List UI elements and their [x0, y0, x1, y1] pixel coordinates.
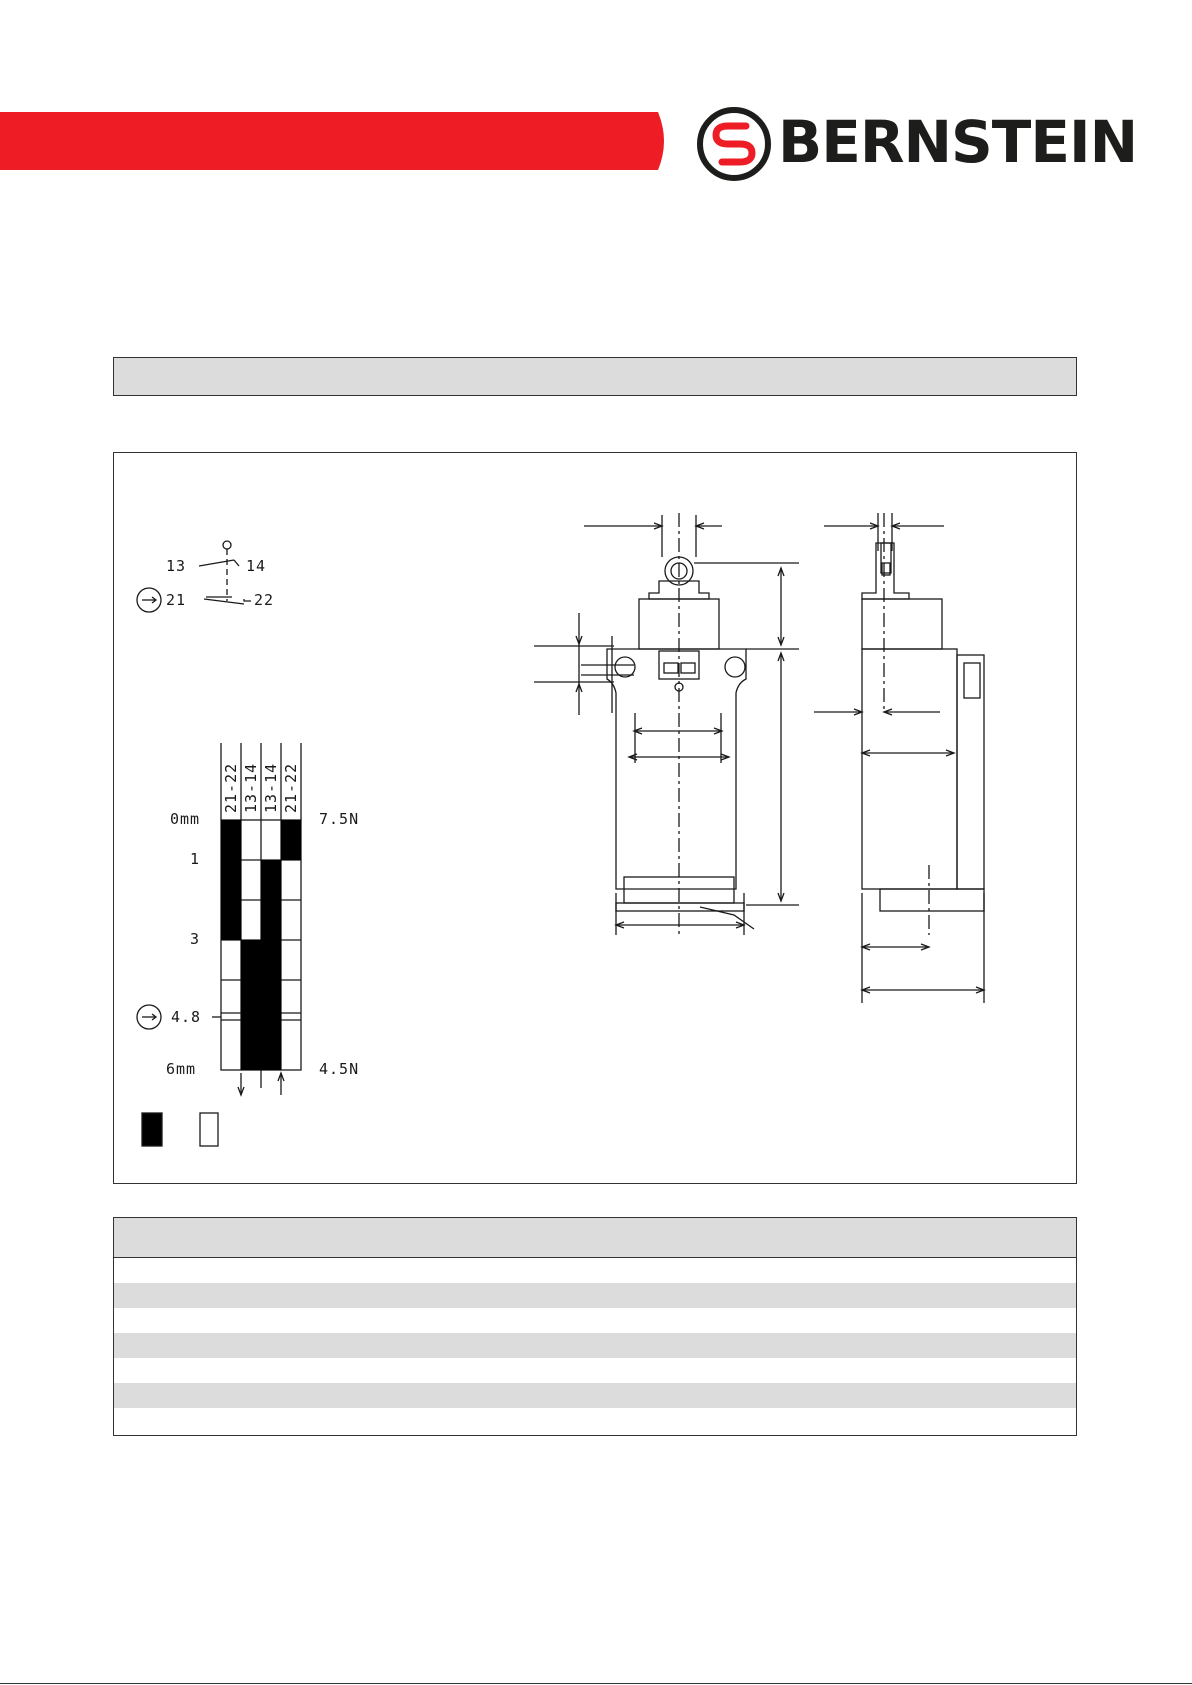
position-label: 1	[190, 850, 201, 868]
contact-label-22: 22	[254, 591, 275, 609]
table-row	[114, 1383, 1076, 1408]
bernstein-logo-icon	[694, 104, 784, 184]
column-label: 21-22	[222, 762, 240, 813]
position-label: 6mm	[166, 1060, 197, 1078]
front-view-drawing	[534, 513, 799, 935]
table-row	[114, 1258, 1076, 1283]
contact-label-13: 13	[166, 557, 187, 575]
table-row	[114, 1408, 1076, 1433]
position-label: 4.8	[171, 1008, 202, 1026]
table-row	[114, 1358, 1076, 1383]
header-red-bar	[0, 112, 672, 170]
spec-table	[113, 1217, 1077, 1436]
table-row	[114, 1283, 1076, 1308]
technical-drawing	[114, 453, 1076, 1183]
contact-symbol	[137, 541, 251, 612]
contact-label-14: 14	[246, 557, 267, 575]
section-header-bar	[113, 357, 1077, 396]
table-row	[114, 1333, 1076, 1358]
column-label: 13-14	[242, 762, 260, 813]
open-contact-swatch	[200, 1113, 218, 1146]
force-end-label: 4.5N	[319, 1060, 360, 1078]
column-label: 13-14	[262, 762, 280, 813]
contact-label-21: 21	[166, 591, 187, 609]
drawing-panel	[113, 452, 1077, 1184]
brand-name: BERNSTEIN	[778, 108, 1138, 176]
footer-rule	[0, 1683, 1192, 1684]
force-start-label: 7.5N	[319, 810, 360, 828]
table-row	[114, 1308, 1076, 1333]
column-label: 21-22	[282, 762, 300, 813]
closed-contact-swatch	[142, 1113, 162, 1146]
side-view-drawing	[814, 513, 984, 1003]
position-label: 3	[190, 930, 201, 948]
table-header	[114, 1218, 1076, 1258]
position-label: 0mm	[170, 810, 201, 828]
